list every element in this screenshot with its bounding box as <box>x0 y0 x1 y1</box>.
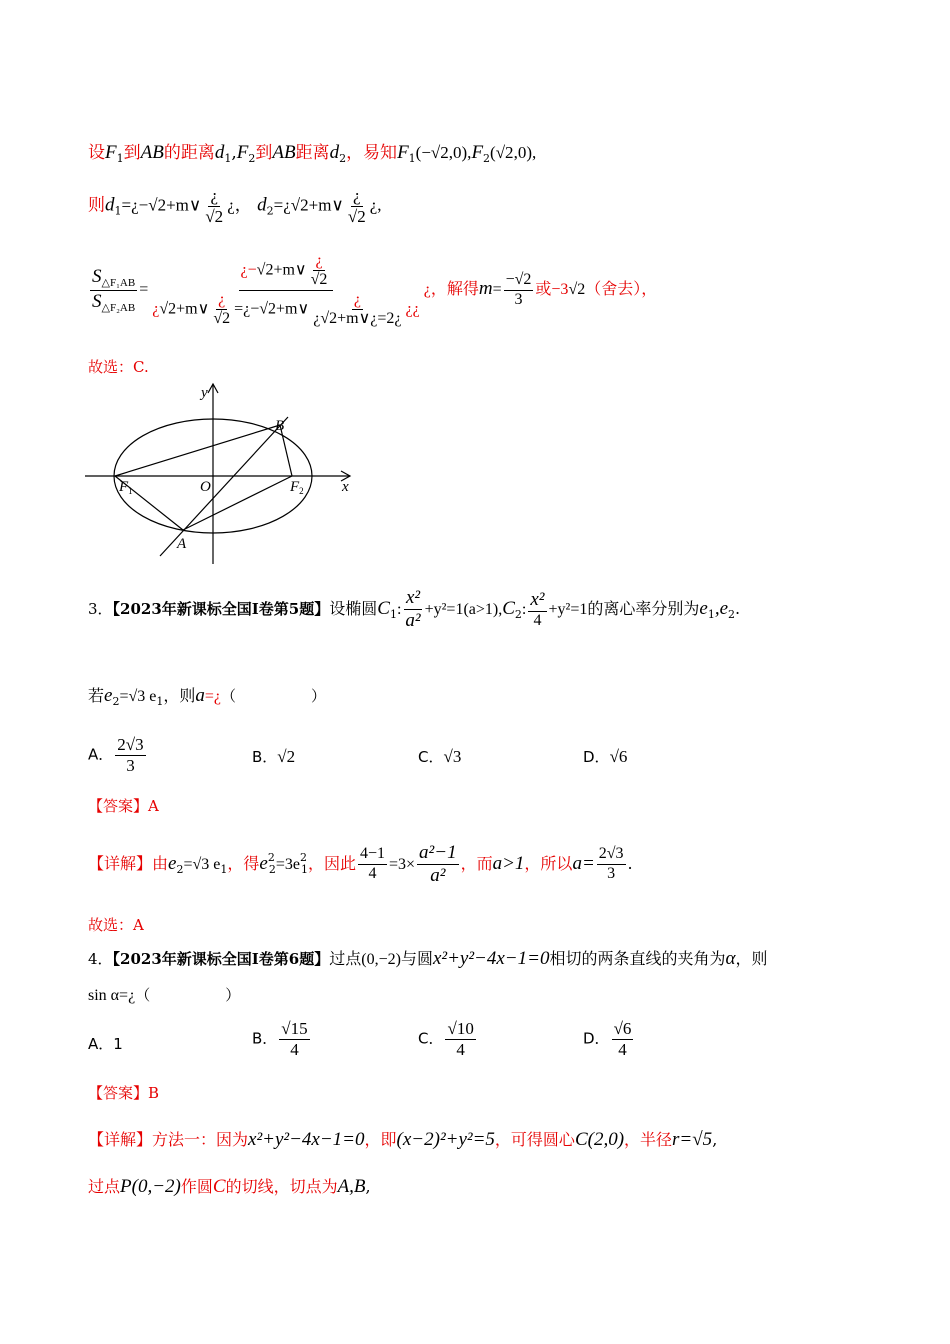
q4-explanation-2 <box>88 1174 371 1198</box>
question-source: 【2023年新课标全国Ⅰ卷第5题】 <box>112 599 330 618</box>
solution-line-1 <box>88 138 536 165</box>
math: +m∨ <box>176 300 210 318</box>
denominator: a² <box>430 864 446 886</box>
question-4-cont <box>88 984 240 1005</box>
math: ¿− <box>240 261 257 279</box>
math: S <box>92 290 102 312</box>
option-value: √6 <box>609 747 628 766</box>
numerator <box>239 252 334 291</box>
math: x²+y²−4x−1=0 <box>432 948 550 969</box>
numerator: −√2 <box>504 271 534 290</box>
fraction <box>417 842 459 887</box>
option-value: √2 <box>277 747 296 766</box>
math-sub: 2 <box>266 204 274 218</box>
math: a>1 <box>492 852 525 874</box>
segment-f1-b <box>115 425 280 476</box>
numerator: ¿ <box>352 291 363 310</box>
math: ¿¿ <box>405 300 420 318</box>
math-sub: 2 <box>248 152 256 165</box>
math-sub: 1 <box>114 204 122 218</box>
option-label: C． <box>418 1029 444 1048</box>
label-f2 <box>289 479 304 496</box>
text: 过点 <box>329 949 362 968</box>
denominator: √2 <box>205 206 224 226</box>
numerator: √10 <box>447 1019 474 1038</box>
math: : <box>521 600 527 618</box>
text: 的离心率分别为 <box>587 598 700 618</box>
math: , <box>712 1130 718 1149</box>
math: √2 <box>568 280 586 298</box>
option-label: D． <box>583 748 610 766</box>
denominator: √2 <box>213 310 231 328</box>
answer-blank: （ ） <box>135 986 241 1004</box>
math: d <box>257 194 267 216</box>
math: d <box>329 142 340 163</box>
math-sub: 1 <box>220 862 228 876</box>
denominator: 4 <box>618 1039 627 1059</box>
denominator: 4 <box>368 864 377 882</box>
q3-option-a[interactable] <box>88 735 148 775</box>
math: , <box>365 1177 371 1196</box>
text: 过点 <box>88 1177 121 1196</box>
math: =3e <box>275 855 300 873</box>
ellipse-figure <box>85 380 365 565</box>
denominator: 3 <box>607 864 616 882</box>
equals: = <box>139 280 149 298</box>
denominator <box>90 291 137 315</box>
fraction <box>528 589 546 630</box>
text: 的距离 <box>163 143 215 163</box>
math: r=√5 <box>672 1129 713 1150</box>
text: 则 <box>88 195 105 216</box>
math-sub: 2 <box>176 862 184 876</box>
numerator: a²−1 <box>419 842 457 863</box>
fraction <box>309 252 330 290</box>
fraction <box>403 587 422 632</box>
fraction <box>115 735 145 775</box>
question-number: 3． <box>88 599 113 618</box>
math: sin α=¿ <box>88 987 136 1004</box>
numerator: ¿ <box>216 291 227 310</box>
question-4 <box>88 946 767 970</box>
question-3-cont <box>88 683 326 708</box>
math-sub: 1 <box>156 695 164 708</box>
numerator: 2√3 <box>597 845 626 864</box>
text: ，易知 <box>346 143 398 163</box>
text: 到 <box>255 143 273 163</box>
solution-line-3 <box>88 252 657 329</box>
option-label: A． <box>88 745 114 764</box>
big-fraction <box>150 252 421 329</box>
question-number: 4． <box>88 950 113 968</box>
option-label: C． <box>418 748 444 766</box>
q4-option-d[interactable] <box>583 1019 635 1059</box>
numerator: 4−1 <box>358 845 387 864</box>
fraction <box>346 186 368 226</box>
fraction <box>612 1019 634 1059</box>
numerator: x² <box>530 588 545 610</box>
denominator: 3 <box>514 290 523 308</box>
math: √2 <box>495 143 514 162</box>
math: =√3 e <box>183 855 221 873</box>
q4-option-c[interactable] <box>418 1019 478 1059</box>
option-label: B． <box>252 1029 278 1048</box>
fraction <box>504 271 534 309</box>
math-sub: 2 <box>268 862 276 876</box>
text: ，则 <box>735 949 768 968</box>
q4-option-a[interactable] <box>88 1033 123 1054</box>
fraction <box>597 845 626 883</box>
text: 设 <box>88 143 105 163</box>
label-o: O <box>200 479 211 495</box>
text: 设椭圆 <box>329 598 378 618</box>
denominator: 3 <box>126 755 135 775</box>
math: √2 <box>256 261 274 279</box>
math: = <box>492 280 502 298</box>
math-sub: 2 <box>112 695 120 708</box>
math: . <box>735 598 741 618</box>
text: ¿，解得 <box>423 280 479 298</box>
math: √2 <box>430 143 449 162</box>
math: a <box>195 685 205 706</box>
math: =¿− <box>234 300 260 318</box>
math: . <box>627 853 633 873</box>
math: P(0,−2) <box>120 1176 181 1197</box>
q3-answer: 【答案】A <box>88 797 159 815</box>
math: m <box>478 277 493 299</box>
math: √2 <box>148 195 167 215</box>
option-label: B． <box>252 748 278 766</box>
math: ,0), <box>448 143 472 162</box>
text: ，则 <box>163 686 196 705</box>
denominator: 4 <box>533 611 542 629</box>
label-f2-sub: 2 <box>299 486 304 496</box>
math: +y²=1 <box>548 600 588 618</box>
math: S <box>92 266 102 288</box>
math: =√3 e <box>119 688 157 705</box>
fraction <box>311 291 403 329</box>
math: ,0), <box>513 143 537 162</box>
denominator: ¿√2+m∨¿=2¿ <box>313 310 402 328</box>
math-sub: 1 <box>707 607 715 621</box>
math: +m∨ <box>308 195 344 215</box>
text: ，因此 <box>307 853 356 873</box>
text: 【详解】 <box>88 1130 153 1149</box>
math: ¿， <box>227 195 252 215</box>
math: e <box>168 852 177 874</box>
math: F <box>397 142 409 163</box>
label-f1 <box>118 479 133 496</box>
text: ，而 <box>460 853 493 873</box>
math: : <box>396 600 402 618</box>
option-value: √3 <box>443 747 462 766</box>
math: C(2,0) <box>574 1129 625 1150</box>
denominator <box>150 291 421 329</box>
math: √2 <box>159 300 177 318</box>
numerator: ¿ <box>210 186 219 205</box>
label-y: y <box>201 385 208 401</box>
label-f1-main: F <box>119 479 129 495</box>
q3-select: 故选：A <box>88 916 144 934</box>
text: 距离 <box>295 143 330 163</box>
denominator: √2 <box>347 206 366 226</box>
text: 的切线，切点为 <box>225 1177 338 1196</box>
math: α <box>725 948 736 969</box>
math: +m∨ <box>166 195 202 215</box>
q3-option-c[interactable] <box>418 746 461 767</box>
math: C <box>502 597 515 619</box>
math: F <box>236 142 249 163</box>
numerator <box>90 266 137 291</box>
math: =¿ <box>204 688 221 705</box>
math: AB <box>140 142 164 163</box>
math: =¿− <box>121 195 149 215</box>
math: =¿ <box>273 195 291 215</box>
math-sup: 2 <box>299 850 307 864</box>
fraction <box>203 186 225 226</box>
text: ，即 <box>364 1130 397 1149</box>
math-sub: 2 <box>728 607 735 621</box>
math: ( <box>490 143 496 162</box>
text: 由 <box>152 853 169 873</box>
numerator: x² <box>405 587 421 608</box>
math-sub: △F₂AB <box>101 301 136 314</box>
math: F <box>471 142 484 163</box>
math: d <box>214 142 225 163</box>
math: ¿, <box>369 195 382 215</box>
option-value: 1 <box>113 1035 123 1053</box>
math: √2 <box>259 300 277 318</box>
denominator: 4 <box>456 1039 465 1059</box>
denominator: √2 <box>310 271 328 289</box>
math: F <box>105 142 117 163</box>
text: ，得 <box>227 853 260 873</box>
math: (0,−2) <box>361 951 401 968</box>
text: 作圆 <box>180 1177 213 1196</box>
text: 【详解】 <box>88 853 153 873</box>
math: AB <box>272 142 296 163</box>
fraction <box>211 291 232 329</box>
math: C <box>377 597 390 619</box>
math: e <box>104 685 113 706</box>
q3-option-b[interactable] <box>252 746 295 767</box>
math-sub: 2 <box>483 152 491 165</box>
math: e <box>259 852 268 874</box>
answer-blank: （ ） <box>221 687 327 705</box>
fraction <box>358 845 387 883</box>
numerator: ¿ <box>313 252 324 271</box>
text: ，所以 <box>524 853 573 873</box>
q4-explanation <box>88 1127 717 1151</box>
text: ，可得圆心 <box>494 1130 575 1149</box>
math-sub: 1 <box>116 152 124 165</box>
math: √2 <box>290 195 309 215</box>
q3-option-d[interactable] <box>583 746 627 767</box>
question-source: 【2023年新课标全国Ⅰ卷第6题】 <box>112 950 330 968</box>
math: d <box>105 194 115 216</box>
numerator: √15 <box>281 1019 308 1038</box>
label-a: A <box>177 536 187 552</box>
label-b: B <box>275 418 285 434</box>
math: ,e <box>714 597 728 619</box>
math: x²+y²−4x−1=0 <box>248 1129 365 1150</box>
text: ，半径 <box>624 1130 673 1149</box>
math-sub: 1 <box>408 152 416 165</box>
select-c: 故选：C. <box>88 358 149 376</box>
numerator: √6 <box>613 1019 632 1038</box>
label-x: x <box>342 479 349 495</box>
question-3 <box>88 587 740 632</box>
math: a= <box>572 852 595 874</box>
math-sub: 1 <box>224 152 232 165</box>
math-sub: 2 <box>514 607 522 621</box>
math: e <box>699 597 708 619</box>
denominator: 4 <box>290 1039 299 1059</box>
q3-explanation <box>88 842 633 887</box>
text: 若 <box>88 686 105 705</box>
text: 相切的两条直线的夹角为 <box>549 949 726 968</box>
math-sub: 1 <box>300 862 308 876</box>
text: 与圆 <box>400 949 433 968</box>
text: 到 <box>123 143 141 163</box>
math: +m∨ <box>273 261 307 279</box>
math-sub: 2 <box>339 152 347 165</box>
text: 或−3 <box>535 280 569 298</box>
math: (− <box>415 143 431 162</box>
math-sub: △F₁AB <box>101 277 136 290</box>
area-ratio <box>90 266 137 314</box>
math: =3× <box>389 855 416 873</box>
option-label: A． <box>88 1035 114 1053</box>
option-label: D． <box>583 1029 610 1048</box>
math: +y²=1(a>1), <box>424 600 503 618</box>
numerator: ¿ <box>353 186 361 205</box>
denominator: a² <box>405 609 421 631</box>
label-f1-sub: 1 <box>128 486 133 496</box>
fraction <box>445 1019 475 1059</box>
math-sup: 2 <box>267 850 275 864</box>
math: A,B <box>337 1176 366 1197</box>
numerator: 2√3 <box>117 735 144 754</box>
math-sub: 1 <box>389 607 397 621</box>
math: +m∨ <box>276 300 310 318</box>
math: C <box>212 1176 226 1197</box>
math: (x−2)²+y²=5 <box>396 1129 495 1150</box>
solution-line-2 <box>88 186 382 226</box>
text: 方法一：因为 <box>152 1130 249 1149</box>
q4-answer: 【答案】B <box>88 1084 160 1102</box>
math: , <box>231 143 237 163</box>
q4-option-b[interactable] <box>252 1019 312 1059</box>
math: ¿ <box>152 300 160 318</box>
label-f2-main: F <box>290 479 300 495</box>
text: （舍去）， <box>585 280 658 298</box>
fraction <box>279 1019 309 1059</box>
